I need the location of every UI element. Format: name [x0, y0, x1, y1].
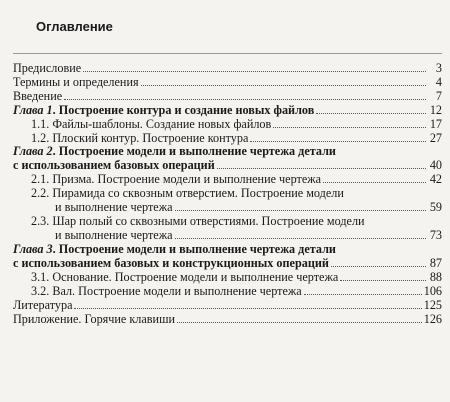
- toc-entry-text: Литература: [13, 298, 73, 312]
- toc-entry-text: 2.2. Пирамида со сквозным отверстием. Построение модели: [31, 186, 344, 200]
- leader-dots: [175, 228, 426, 239]
- toc-entry-text: 3.2. Вал. Построение модели и выполнение чертежа: [31, 284, 302, 298]
- leader-dots: [340, 270, 426, 281]
- leader-dots: [323, 172, 426, 183]
- toc-page-number: 7: [435, 89, 442, 103]
- leader-dots: [250, 131, 426, 142]
- leader-dots: [273, 117, 426, 128]
- toc-section-2-2-line2[interactable]: [55, 200, 442, 214]
- toc-section-1-2[interactable]: [31, 131, 442, 145]
- toc-chapter-3-line1[interactable]: [13, 242, 336, 256]
- leader-dots: [74, 298, 421, 309]
- toc-top-rule: [13, 53, 442, 54]
- toc-entry-text: Приложение. Горячие клавиши: [13, 312, 175, 326]
- toc-entry-text: Введение: [13, 89, 63, 103]
- toc-entry-text: Термины и определения: [13, 75, 139, 89]
- toc-entry-text: и выполнение чертежа: [55, 228, 173, 242]
- toc-section-3-1[interactable]: [31, 270, 442, 284]
- toc-page-number: 40: [429, 158, 442, 172]
- toc-section-1-1[interactable]: [31, 117, 442, 131]
- leader-dots: [64, 89, 426, 100]
- leader-dots: [83, 61, 426, 72]
- toc-section-3-2[interactable]: [31, 284, 442, 298]
- toc-section-2-3-line1[interactable]: [31, 214, 365, 228]
- leader-dots: [141, 75, 426, 86]
- chapter-title-cont: с использованием базовых операций: [13, 158, 215, 172]
- chapter-label: Глава 2: [13, 144, 53, 158]
- toc-page-number: 12: [429, 103, 442, 117]
- leader-dots: [177, 312, 422, 323]
- toc-entry-text: 1.1. Файлы-шаблоны. Создание новых файлов: [31, 117, 272, 131]
- toc-page-number: 3: [435, 61, 442, 75]
- toc-entry-text: 1.2. Плоский контур. Построение контура: [31, 131, 249, 145]
- toc-page-number: 4: [435, 75, 442, 89]
- toc-entry-text: 2.3. Шар полый со сквозными отверстиями. Построение модели: [31, 214, 365, 228]
- toc-page-number: 73: [429, 228, 442, 242]
- toc-page-number: 87: [429, 256, 442, 270]
- toc-entry-preface[interactable]: [13, 61, 442, 75]
- toc-chapter-2-line2[interactable]: [13, 158, 442, 172]
- toc-section-2-1[interactable]: [31, 172, 442, 186]
- leader-dots: [175, 200, 426, 211]
- toc-entry-text: Предисловие: [13, 61, 82, 75]
- toc-entry-literature[interactable]: [13, 298, 442, 312]
- chapter-title: . Построение модели и выполнение чертежа детали: [52, 144, 336, 158]
- toc-chapter-2-line1[interactable]: [13, 144, 336, 158]
- chapter-title: . Построение контура и создание новых файлов: [52, 103, 315, 117]
- chapter-label: Глава 3: [13, 242, 53, 256]
- leader-dots: [304, 284, 422, 295]
- toc-page-number: 106: [423, 284, 442, 298]
- toc-title: Оглавление: [36, 19, 113, 34]
- toc-entry-intro[interactable]: [13, 89, 442, 103]
- toc-page-number: 125: [423, 298, 442, 312]
- toc-page-number: 42: [429, 172, 442, 186]
- chapter-title-cont: с использованием базовых и конструкционных операций: [13, 256, 329, 270]
- toc-section-2-2-line1[interactable]: [31, 186, 344, 200]
- toc-page-number: 17: [429, 117, 442, 131]
- toc-chapter-1[interactable]: [13, 103, 442, 117]
- toc-page-number: 27: [429, 131, 442, 145]
- leader-dots: [217, 158, 426, 169]
- chapter-title: . Построение модели и выполнение чертежа детали: [52, 242, 336, 256]
- toc-section-2-3-line2[interactable]: [55, 228, 442, 242]
- toc-entry-appendix[interactable]: [13, 312, 442, 326]
- leader-dots: [316, 103, 426, 114]
- toc-page-number: 59: [429, 200, 442, 214]
- toc-entry-terms[interactable]: [13, 75, 442, 89]
- leader-dots: [331, 256, 426, 267]
- toc-entry-text: и выполнение чертежа: [55, 200, 173, 214]
- toc-entry-text: 3.1. Основание. Построение модели и выполнение чертежа: [31, 270, 339, 284]
- toc-chapter-3-line2[interactable]: [13, 256, 442, 270]
- toc-entry-text: 2.1. Призма. Построение модели и выполнение чертежа: [31, 172, 322, 186]
- chapter-label: Глава 1: [13, 103, 53, 117]
- toc-page-number: 88: [429, 270, 442, 284]
- toc-page-number: 126: [423, 312, 442, 326]
